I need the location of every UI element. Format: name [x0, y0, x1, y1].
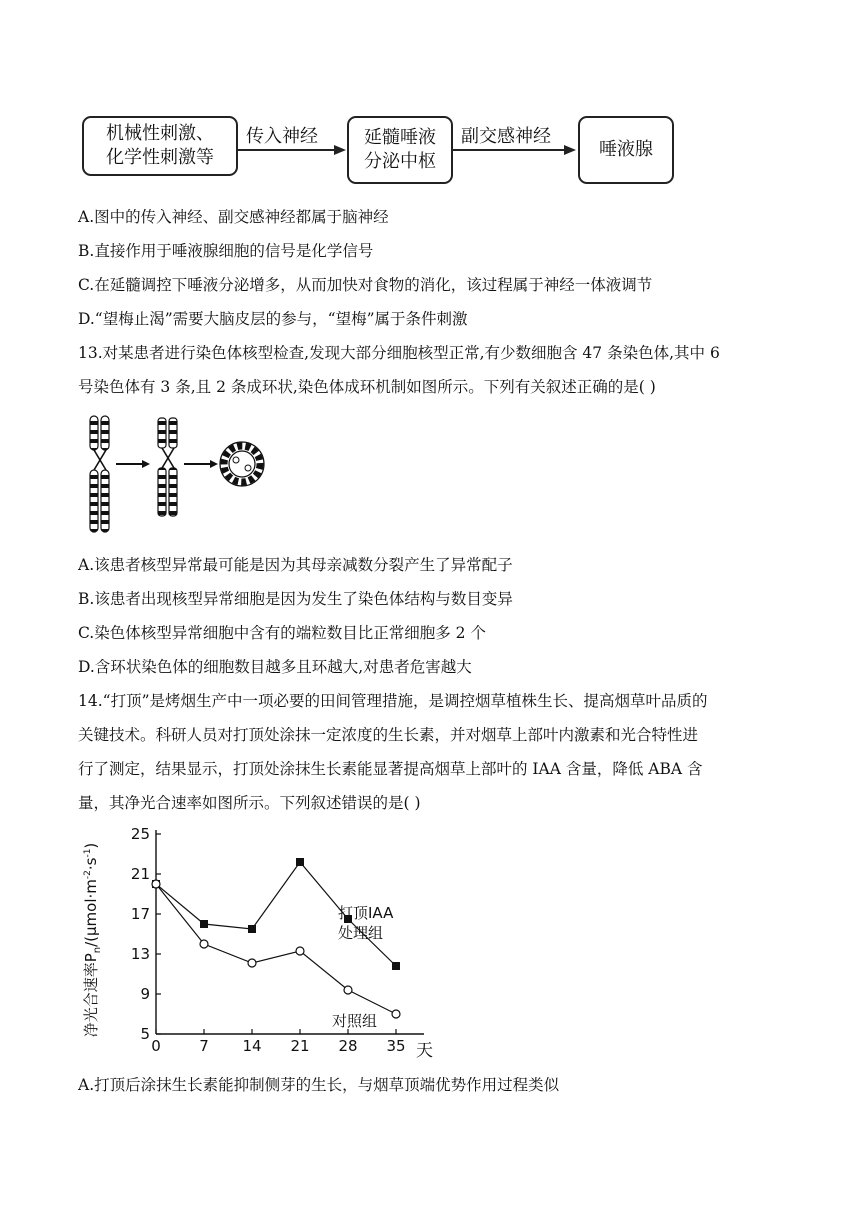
- stimulus-line2: 化学性刺激等: [106, 147, 214, 168]
- y-axis-label-sub: n: [92, 946, 103, 954]
- x-tick-label: 0: [151, 1037, 161, 1055]
- y-axis-label-unit: /(μmol·m: [82, 879, 100, 947]
- y-tick-label: 13: [130, 945, 150, 963]
- x-tick-label: 14: [242, 1037, 262, 1055]
- chromosome-normal: [90, 416, 109, 532]
- legend-iaa-line2: 处理组: [338, 924, 384, 942]
- point-control-3: [296, 947, 304, 955]
- q12-option-d: D.“望梅止渴”需要大脑皮层的参与，“望梅”属于条件刺激: [78, 310, 468, 328]
- y-tick-label: 21: [130, 865, 150, 883]
- q13-option-a: A.该患者核型异常最可能是因为其母亲减数分裂产生了异常配子: [78, 556, 513, 574]
- arrow-1-head: [334, 145, 346, 155]
- y-axis-label-close: ): [82, 842, 100, 849]
- legend-control: 对照组: [332, 1012, 378, 1030]
- point-control-5: [392, 1010, 400, 1018]
- q13-option-d: D.含环状染色体的细胞数目越多且环越大,对患者危害越大: [78, 658, 472, 676]
- y-axis-label-exp1: -2: [83, 870, 93, 880]
- y-axis-label-exp2: -1: [83, 848, 93, 858]
- chart-axes: [156, 830, 424, 1034]
- q14-stem-line2: 关键技术。科研人员对打顶处涂抹一定浓度的生长素，并对烟草上部叶内激素和光合特性进: [78, 726, 699, 744]
- legend-iaa-line1: 打顶IAA: [338, 904, 394, 922]
- point-control-1: [200, 940, 208, 948]
- flow-arrows: [0, 0, 860, 200]
- point-iaa-3: [296, 858, 304, 866]
- chromosome-broken-ends: [158, 418, 177, 516]
- stimulus-line1: 机械性刺激、: [106, 123, 214, 144]
- y-tick-label: 17: [130, 905, 150, 923]
- y-tick-label: 9: [140, 985, 150, 1003]
- x-tick-label: 35: [386, 1037, 406, 1055]
- y-axis-label-main: 净光合速率P: [82, 953, 100, 1038]
- arrow-to-ring: [184, 460, 218, 468]
- parasympathetic-nerve-label: 副交感神经: [461, 126, 551, 147]
- point-control-2: [248, 959, 256, 967]
- point-iaa-1: [200, 920, 208, 928]
- q13-stem-line2: 号染色体有 3 条,且 2 条成环状,染色体成环机制如图所示。下列有关叙述正确的是( ): [78, 378, 656, 396]
- q12-option-c: C.在延髓调控下唾液分泌增多，从而加快对食物的消化，该过程属于神经一体液调节: [78, 276, 653, 294]
- q14-stem-line4: 量，其净光合速率如图所示。下列叙述错误的是( ): [78, 794, 421, 812]
- q13-option-b: B.该患者出现核型异常细胞是因为发生了染色体结构与数目变异: [78, 590, 513, 608]
- x-tick-label: 7: [199, 1037, 209, 1055]
- q13-option-c: C.染色体核型异常细胞中含有的端粒数目比正常细胞多 2 个: [78, 624, 486, 642]
- point-control-4: [344, 986, 352, 994]
- point-control-0: [152, 880, 160, 888]
- q13-stem-line1: 13.对某患者进行染色体核型检查,发现大部分细胞核型正常,有少数细胞含 47 条染色体,其中 6: [78, 344, 720, 362]
- y-axis-label: [82, 843, 103, 1038]
- y-tick-label: 5: [140, 1025, 150, 1043]
- afferent-nerve-label: 传入神经: [246, 126, 318, 147]
- q12-option-b: B.直接作用于唾液腺细胞的信号是化学信号: [78, 242, 374, 260]
- x-tick-label: 21: [290, 1037, 310, 1055]
- y-axis-label-mid: ·s: [82, 857, 100, 871]
- q14-stem-line3: 行了测定，结果显示，打顶处涂抹生长素能显著提高烟草上部叶的 IAA 含量，降低 ABA 含: [78, 760, 703, 778]
- point-iaa-2: [248, 925, 256, 933]
- q12-option-a: A.图中的传入神经、副交感神经都属于脑神经: [78, 208, 389, 226]
- net-photosynthesis-chart: [76, 822, 476, 1062]
- medulla-line2: 分泌中枢: [364, 151, 436, 172]
- ring-chromosome: [220, 442, 264, 486]
- point-iaa-5: [392, 962, 400, 970]
- arrow-to-broken: [116, 460, 150, 468]
- chromosome-ring-figure: [80, 412, 280, 536]
- medulla-line1: 延髓唾液: [364, 127, 436, 148]
- x-tick-label: 28: [338, 1037, 358, 1055]
- y-tick-label: 25: [130, 825, 150, 843]
- x-axis-label: 天: [416, 1041, 433, 1061]
- salivary-gland-label: 唾液腺: [599, 139, 653, 160]
- q14-stem-line1: 14.“打顶”是烤烟生产中一项必要的田间管理措施，是调控烟草植株生长、提高烟草叶品质的: [78, 692, 708, 710]
- arrow-2-head: [564, 145, 576, 155]
- q14-option-a: A.打顶后涂抹生长素能抑制侧芽的生长，与烟草顶端优势作用过程类似: [78, 1076, 560, 1094]
- svg-text:净光合速率Pn/(μmol·m-2·s-1): [82, 843, 103, 1038]
